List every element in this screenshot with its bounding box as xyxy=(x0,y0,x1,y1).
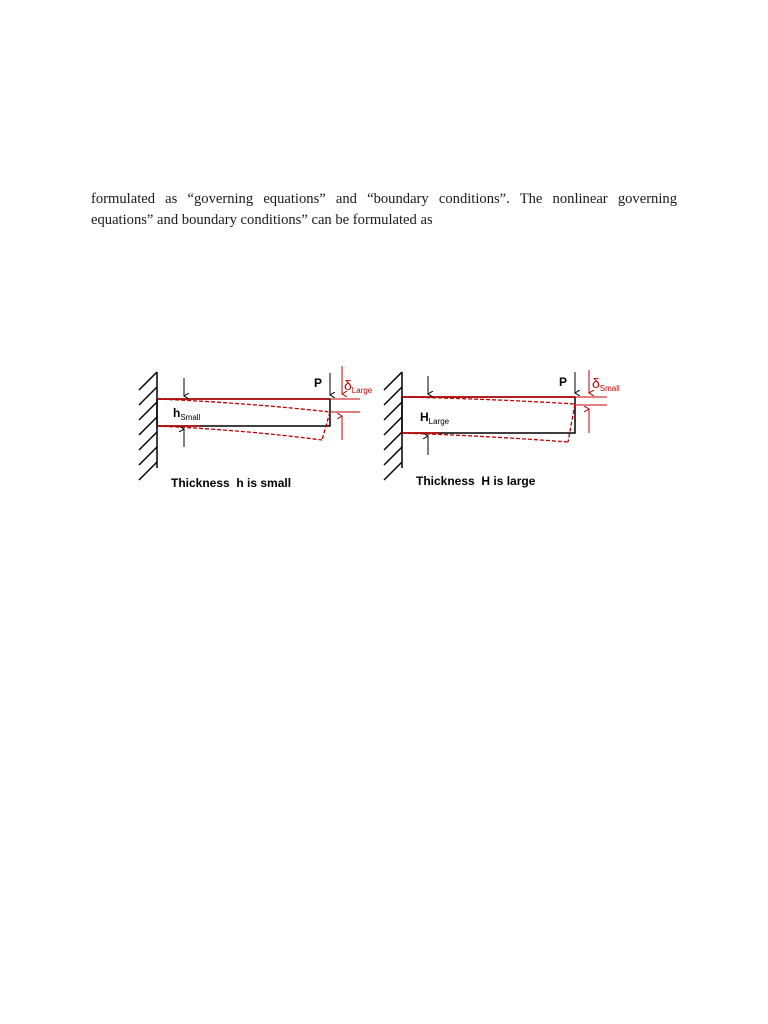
right-thickness-label: HLarge xyxy=(420,410,450,426)
left-load-label: P xyxy=(314,376,323,390)
right-fixed-wall xyxy=(384,372,402,480)
right-caption: Thickness H is large xyxy=(416,474,536,488)
left-deflection-label: δLarge xyxy=(344,377,373,395)
paragraph-line-2: equations” and boundary conditions” can be formulated as xyxy=(91,212,433,228)
left-thickness-label: hSmall xyxy=(173,406,201,422)
left-caption: Thickness h is small xyxy=(171,476,292,490)
left-fixed-wall xyxy=(139,372,157,480)
right-deflection-label: δSmall xyxy=(592,375,620,393)
paragraph-line-1: formulated as “governing equations” and “boundary conditions”. The nonlinear governing xyxy=(91,191,677,207)
left-beam-diagram xyxy=(139,366,373,490)
right-beam-diagram xyxy=(384,370,620,488)
right-load-label: P xyxy=(559,375,568,389)
